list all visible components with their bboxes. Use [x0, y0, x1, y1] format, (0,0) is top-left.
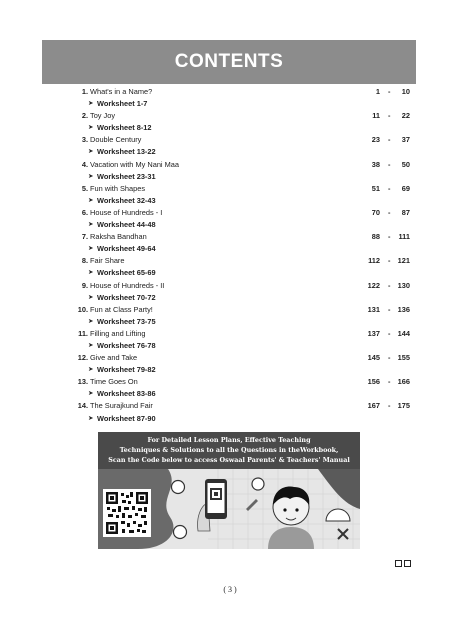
contents-header — [42, 40, 416, 84]
worksheet-row — [70, 340, 416, 352]
page-start: 88 — [371, 232, 380, 242]
multiply-icon — [338, 529, 348, 539]
page-end: 121 — [397, 256, 410, 266]
page-range-dash: - — [388, 328, 391, 338]
corner-marks — [395, 560, 411, 567]
page-range-dash: - — [388, 111, 391, 121]
arrow-icon: ➤ — [88, 221, 94, 229]
page-start: 1 — [375, 87, 380, 96]
protractor-icon — [326, 509, 350, 521]
page-end: 136 — [397, 304, 410, 314]
arrow-icon: ➤ — [88, 172, 94, 180]
chapter-number: 7. — [81, 232, 88, 242]
worksheet-range: Worksheet 79-82 — [97, 365, 156, 375]
page-start: 51 — [371, 183, 380, 193]
checkbox-square — [395, 560, 402, 567]
page-end: 130 — [397, 280, 410, 290]
arrow-icon: ➤ — [88, 269, 94, 277]
arrow-icon: ➤ — [88, 245, 94, 253]
worksheet-range: Worksheet 8-12 — [97, 123, 152, 133]
page-start: 70 — [371, 207, 380, 217]
chapter-number: 8. — [81, 256, 88, 266]
worksheet-row — [70, 413, 416, 425]
page-range-dash: - — [388, 280, 391, 290]
page-range-dash: - — [388, 183, 391, 193]
boy-illustration — [268, 487, 314, 549]
checkbox-square — [404, 560, 411, 567]
page-start: 112 — [368, 256, 380, 266]
chapter-row — [70, 110, 416, 122]
chapter-title: Double Century — [90, 135, 142, 145]
arrow-icon: ➤ — [88, 341, 94, 349]
arrow-icon: ➤ — [88, 293, 94, 301]
arrow-icon: ➤ — [88, 366, 94, 374]
page-title: CONTENTS — [174, 51, 284, 72]
chapter-number: 4. — [81, 159, 88, 169]
chapter-title: House of Hundreds - II — [90, 280, 165, 290]
page-start: 23 — [371, 135, 380, 145]
chapter-title: Raksha Bandhan — [90, 232, 147, 242]
page-range-dash: - — [388, 377, 391, 387]
chapter-title: House of Hundreds - I — [90, 207, 163, 217]
page-start: 145 — [367, 353, 380, 363]
page-end: 69 — [401, 183, 410, 193]
chapter-row — [70, 304, 416, 316]
page-range-dash: - — [388, 159, 391, 169]
worksheet-row — [70, 98, 416, 110]
chapter-row — [70, 183, 416, 195]
page-end: 175 — [397, 401, 410, 411]
chapter-number: 3. — [81, 135, 88, 145]
arrow-icon: ➤ — [88, 317, 94, 325]
chapter-number: 1. — [81, 87, 88, 96]
page-start: 122 — [367, 280, 380, 290]
corner-blob — [318, 469, 360, 509]
worksheet-range: Worksheet 76-78 — [97, 340, 156, 350]
worksheet-range: Worksheet 32-43 — [97, 195, 156, 205]
page-range-dash: - — [388, 232, 391, 242]
worksheet-row — [70, 122, 416, 134]
page-range-dash: - — [388, 207, 391, 217]
page-end: 37 — [401, 135, 410, 145]
page-end: 50 — [401, 159, 410, 169]
worksheet-row — [70, 364, 416, 376]
arrow-icon: ➤ — [88, 414, 94, 422]
worksheet-row — [70, 243, 416, 255]
chapter-title: Fun with Shapes — [90, 183, 146, 193]
arrow-icon: ➤ — [88, 390, 94, 398]
worksheet-row — [70, 219, 416, 231]
worksheet-range: Worksheet 83-86 — [97, 389, 156, 399]
page-range-dash: - — [388, 87, 391, 96]
page-end: 87 — [401, 207, 410, 217]
table-of-contents — [70, 86, 416, 425]
chapter-row — [70, 255, 416, 267]
page-range-dash: - — [388, 304, 391, 314]
chapter-title: What's in a Name? — [90, 87, 153, 96]
chapter-number: 10. — [77, 304, 88, 314]
chapter-row — [70, 86, 416, 98]
page-end: 111 — [398, 232, 410, 242]
worksheet-range: Worksheet 70-72 — [97, 292, 156, 302]
page-end: 144 — [397, 328, 410, 338]
manual-promo-box — [98, 432, 360, 549]
phone-icon — [198, 479, 227, 531]
chapter-number: 6. — [81, 207, 88, 217]
settings-icon — [174, 526, 187, 539]
page-start: 156 — [367, 377, 380, 387]
page-range-dash: - — [388, 353, 391, 363]
page-end: 166 — [397, 377, 410, 387]
promo-line-2: Techniques & Solutions to all the Questions in theWorkbook, — [119, 446, 339, 454]
worksheet-range: Worksheet 23-31 — [97, 171, 156, 181]
chapter-title: Toy Joy — [90, 111, 116, 121]
worksheet-row — [70, 267, 416, 279]
clock-icon — [172, 481, 185, 494]
page-start: 137 — [367, 328, 380, 338]
page-end: 10 — [401, 87, 410, 96]
chapter-row — [70, 207, 416, 219]
chapter-title: Fair Share — [90, 256, 125, 266]
chapter-title: Fun at Class Party! — [90, 304, 153, 314]
worksheet-row — [70, 146, 416, 158]
worksheet-row — [70, 292, 416, 304]
worksheet-range: Worksheet 44-48 — [97, 220, 156, 230]
chapter-title: Time Goes On — [90, 377, 138, 387]
target-icon — [252, 478, 264, 490]
chapter-number: 14. — [77, 401, 88, 411]
worksheet-row — [70, 195, 416, 207]
chapter-title: The Surajkund Fair — [90, 401, 153, 411]
promo-line-1: For Detailed Lesson Plans, Effective Teaching — [147, 436, 311, 444]
worksheet-row — [70, 316, 416, 328]
chapter-row — [70, 231, 416, 243]
chapter-row — [70, 376, 416, 388]
chapter-number: 11. — [78, 328, 88, 338]
page-start: 11 — [372, 111, 380, 121]
worksheet-row — [70, 388, 416, 400]
chapter-title: Vacation with My Nani Maa — [90, 159, 179, 169]
chapter-row — [70, 134, 416, 146]
worksheet-range: Worksheet 1-7 — [97, 99, 148, 109]
chapter-number: 12. — [77, 353, 88, 363]
chapter-number: 5. — [81, 183, 88, 193]
arrow-icon: ➤ — [88, 100, 94, 108]
promo-banner — [98, 432, 360, 469]
page-start: 167 — [367, 401, 380, 411]
chapter-number: 13. — [77, 377, 88, 387]
chapter-row — [70, 159, 416, 171]
chapter-number: 9. — [81, 280, 88, 290]
worksheet-row — [70, 171, 416, 183]
page-range-dash: - — [388, 256, 391, 266]
page-end: 22 — [401, 111, 410, 121]
worksheet-range: Worksheet 49-64 — [97, 244, 156, 254]
page-start: 131 — [367, 304, 380, 314]
worksheet-range: Worksheet 65-69 — [97, 268, 156, 278]
chapter-title: Filling and Lifting — [90, 328, 146, 338]
worksheet-range: Worksheet 13-22 — [97, 147, 156, 157]
page-range-dash: - — [388, 401, 391, 411]
worksheet-range: Worksheet 73-75 — [97, 316, 156, 326]
promo-line-3: Scan the Code below to access Oswaal Parents' & Teachers' Manual — [108, 456, 350, 464]
page-number: ( 3 ) — [223, 585, 237, 594]
chapter-title: Give and Take — [90, 353, 138, 363]
arrow-icon: ➤ — [88, 196, 94, 204]
qr-code — [103, 489, 151, 537]
chapter-row — [70, 352, 416, 364]
worksheet-range: Worksheet 87-90 — [97, 413, 156, 423]
page-end: 155 — [397, 353, 410, 363]
promo-illustration — [98, 469, 360, 549]
chapter-number: 2. — [81, 111, 88, 121]
chapter-row — [70, 328, 416, 340]
chapter-row — [70, 280, 416, 292]
arrow-icon: ➤ — [88, 148, 94, 156]
chapter-row — [70, 400, 416, 412]
page-start: 38 — [371, 159, 380, 169]
page-range-dash: - — [388, 135, 391, 145]
arrow-icon: ➤ — [88, 124, 94, 132]
